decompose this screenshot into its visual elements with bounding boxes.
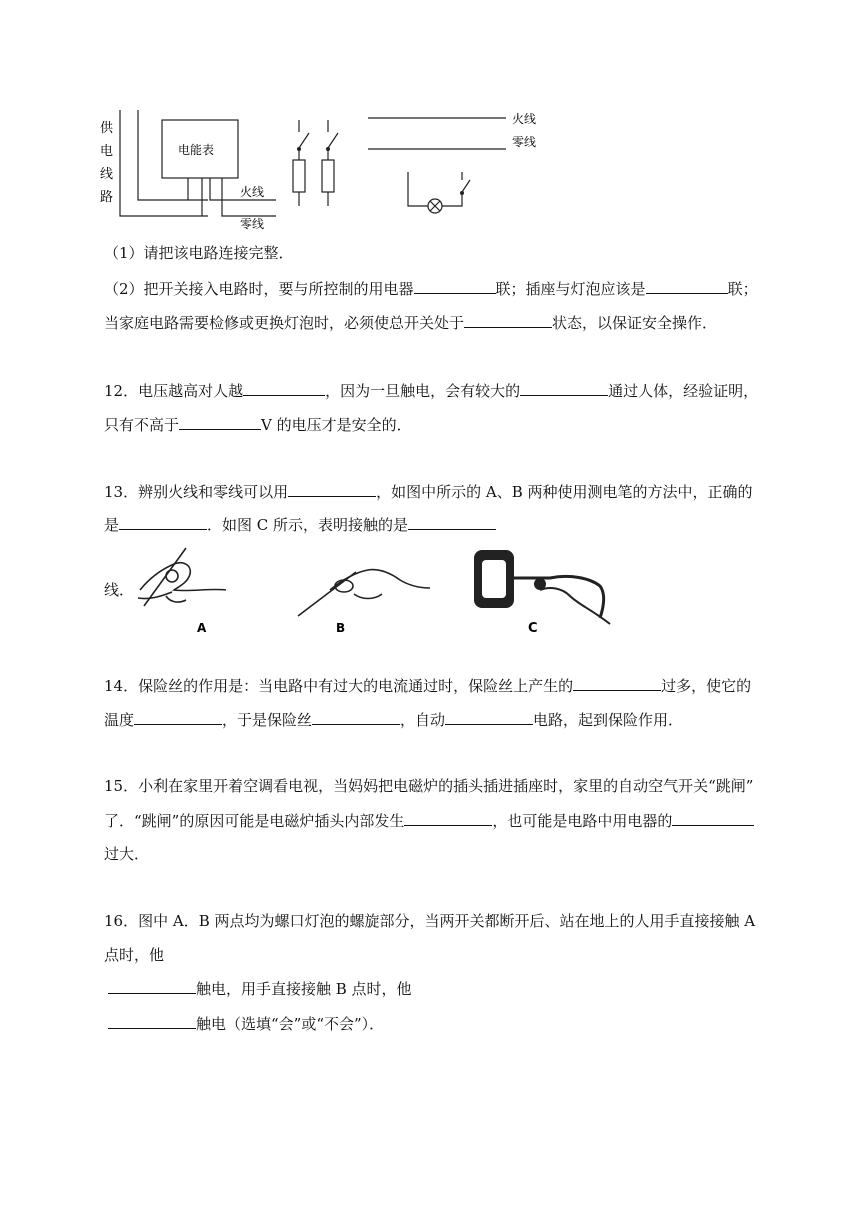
q14-line2 [104, 709, 683, 730]
text: 触电，用手直接接触 B 点时，他 [196, 980, 412, 998]
q16-line1: 16．图中 A．B 两点均为螺口灯泡的螺旋部分，当两开关都断开后、站在地上的人用手直接接触 A [104, 912, 756, 930]
text: ，于是保险丝 [222, 711, 313, 729]
pen-figure-b [298, 570, 430, 616]
text: ，自动 [400, 711, 446, 729]
neutral-label-right: 零线 [512, 135, 537, 149]
answer-blank[interactable] [408, 514, 496, 530]
answer-blank[interactable] [312, 709, 400, 725]
q15-line2 [104, 810, 754, 831]
meter-label: 电能表 [178, 143, 215, 157]
answer-blank[interactable] [179, 414, 261, 430]
answer-blank[interactable] [464, 312, 552, 328]
neutral-label-left: 零线 [240, 217, 265, 231]
text: ，也可能是电路中用电器的 [492, 812, 673, 830]
q11-part3 [104, 312, 717, 333]
answer-blank[interactable] [108, 978, 196, 994]
answer-blank[interactable] [646, 278, 728, 294]
q16-line2: 点时，他 [104, 946, 165, 964]
q15-line1: 15．小利在家里开着空调看电视，当妈妈把电磁炉的插头插进插座时，家里的自动空气开关“跳闸” [104, 777, 754, 795]
text: 12．电压越高对人越 [104, 382, 244, 400]
tester-pen-figures [130, 540, 620, 636]
q14-line1 [104, 675, 751, 696]
pen-figure-a [138, 548, 226, 606]
supply-char-1: 供 [100, 121, 114, 136]
text: 电路，起到保险作用． [533, 711, 684, 729]
q13-line3: 线． [104, 581, 135, 599]
text: 联；插座与灯泡应该是 [495, 280, 646, 298]
live-label-right: 火线 [512, 112, 537, 126]
q12-line2 [104, 414, 412, 435]
answer-blank[interactable] [404, 810, 492, 826]
text: V 的电压才是安全的． [261, 416, 412, 434]
text: ，如图中所示的 A、B 两种使用测电笔的方法中，正确的 [376, 483, 753, 501]
q16-line4 [108, 1013, 384, 1034]
answer-blank[interactable] [119, 514, 207, 530]
supply-char-4: 路 [100, 190, 114, 205]
text: 只有不高于 [104, 416, 180, 434]
text: 了．“跳闸”的原因可能是电磁炉插头内部发生 [104, 812, 405, 830]
q11-part1: （1）请把该电路连接完整． [104, 244, 294, 262]
text: ．如图 C 所示，表明接触的是 [207, 516, 409, 534]
live-label-left: 火线 [240, 185, 265, 199]
answer-blank[interactable] [134, 709, 222, 725]
pen-figure-c [474, 550, 610, 624]
text: 过多，使它的 [661, 677, 752, 695]
answer-blank[interactable] [414, 278, 496, 294]
figure-a-label: A [197, 621, 207, 635]
fuse-1 [293, 160, 305, 192]
answer-blank[interactable] [573, 675, 661, 691]
text: 联； [727, 280, 758, 298]
q13-line2 [104, 514, 496, 535]
circuit-diagram [98, 108, 548, 234]
text: ，因为一旦触电，会有较大的 [325, 382, 521, 400]
text: 状态，以保证安全操作． [552, 314, 718, 332]
q15-line3: 过大． [104, 845, 150, 863]
fuse-2 [322, 160, 334, 192]
answer-blank[interactable] [672, 810, 754, 826]
text: 温度 [104, 711, 135, 729]
text: （2）把开关接入电路时，要与所控制的用电器 [104, 280, 414, 298]
text: 13．辨别火线和零线可以用 [104, 483, 289, 501]
text: 当家庭电路需要检修或更换灯泡时，必须使总开关处于 [104, 314, 465, 332]
answer-blank[interactable] [445, 709, 533, 725]
text: 通过人体，经验证明， [608, 382, 759, 400]
text: 触电（选填“会”或“不会”）． [196, 1015, 385, 1033]
text: 14．保险丝的作用是：当电路中有过大的电流通过时，保险丝上产生的 [104, 677, 574, 695]
q16-line3 [108, 978, 412, 999]
supply-char-2: 电 [100, 144, 114, 159]
figure-b-label: B [336, 621, 346, 635]
q11-part2 [104, 278, 758, 299]
answer-blank[interactable] [288, 481, 376, 497]
q12-line1 [104, 380, 758, 401]
answer-blank[interactable] [243, 380, 325, 396]
figure-c-label: C [528, 621, 538, 636]
supply-char-3: 线 [100, 167, 114, 182]
text: 是 [104, 516, 120, 534]
q13-line1 [104, 481, 753, 502]
answer-blank[interactable] [520, 380, 608, 396]
answer-blank[interactable] [108, 1013, 196, 1029]
